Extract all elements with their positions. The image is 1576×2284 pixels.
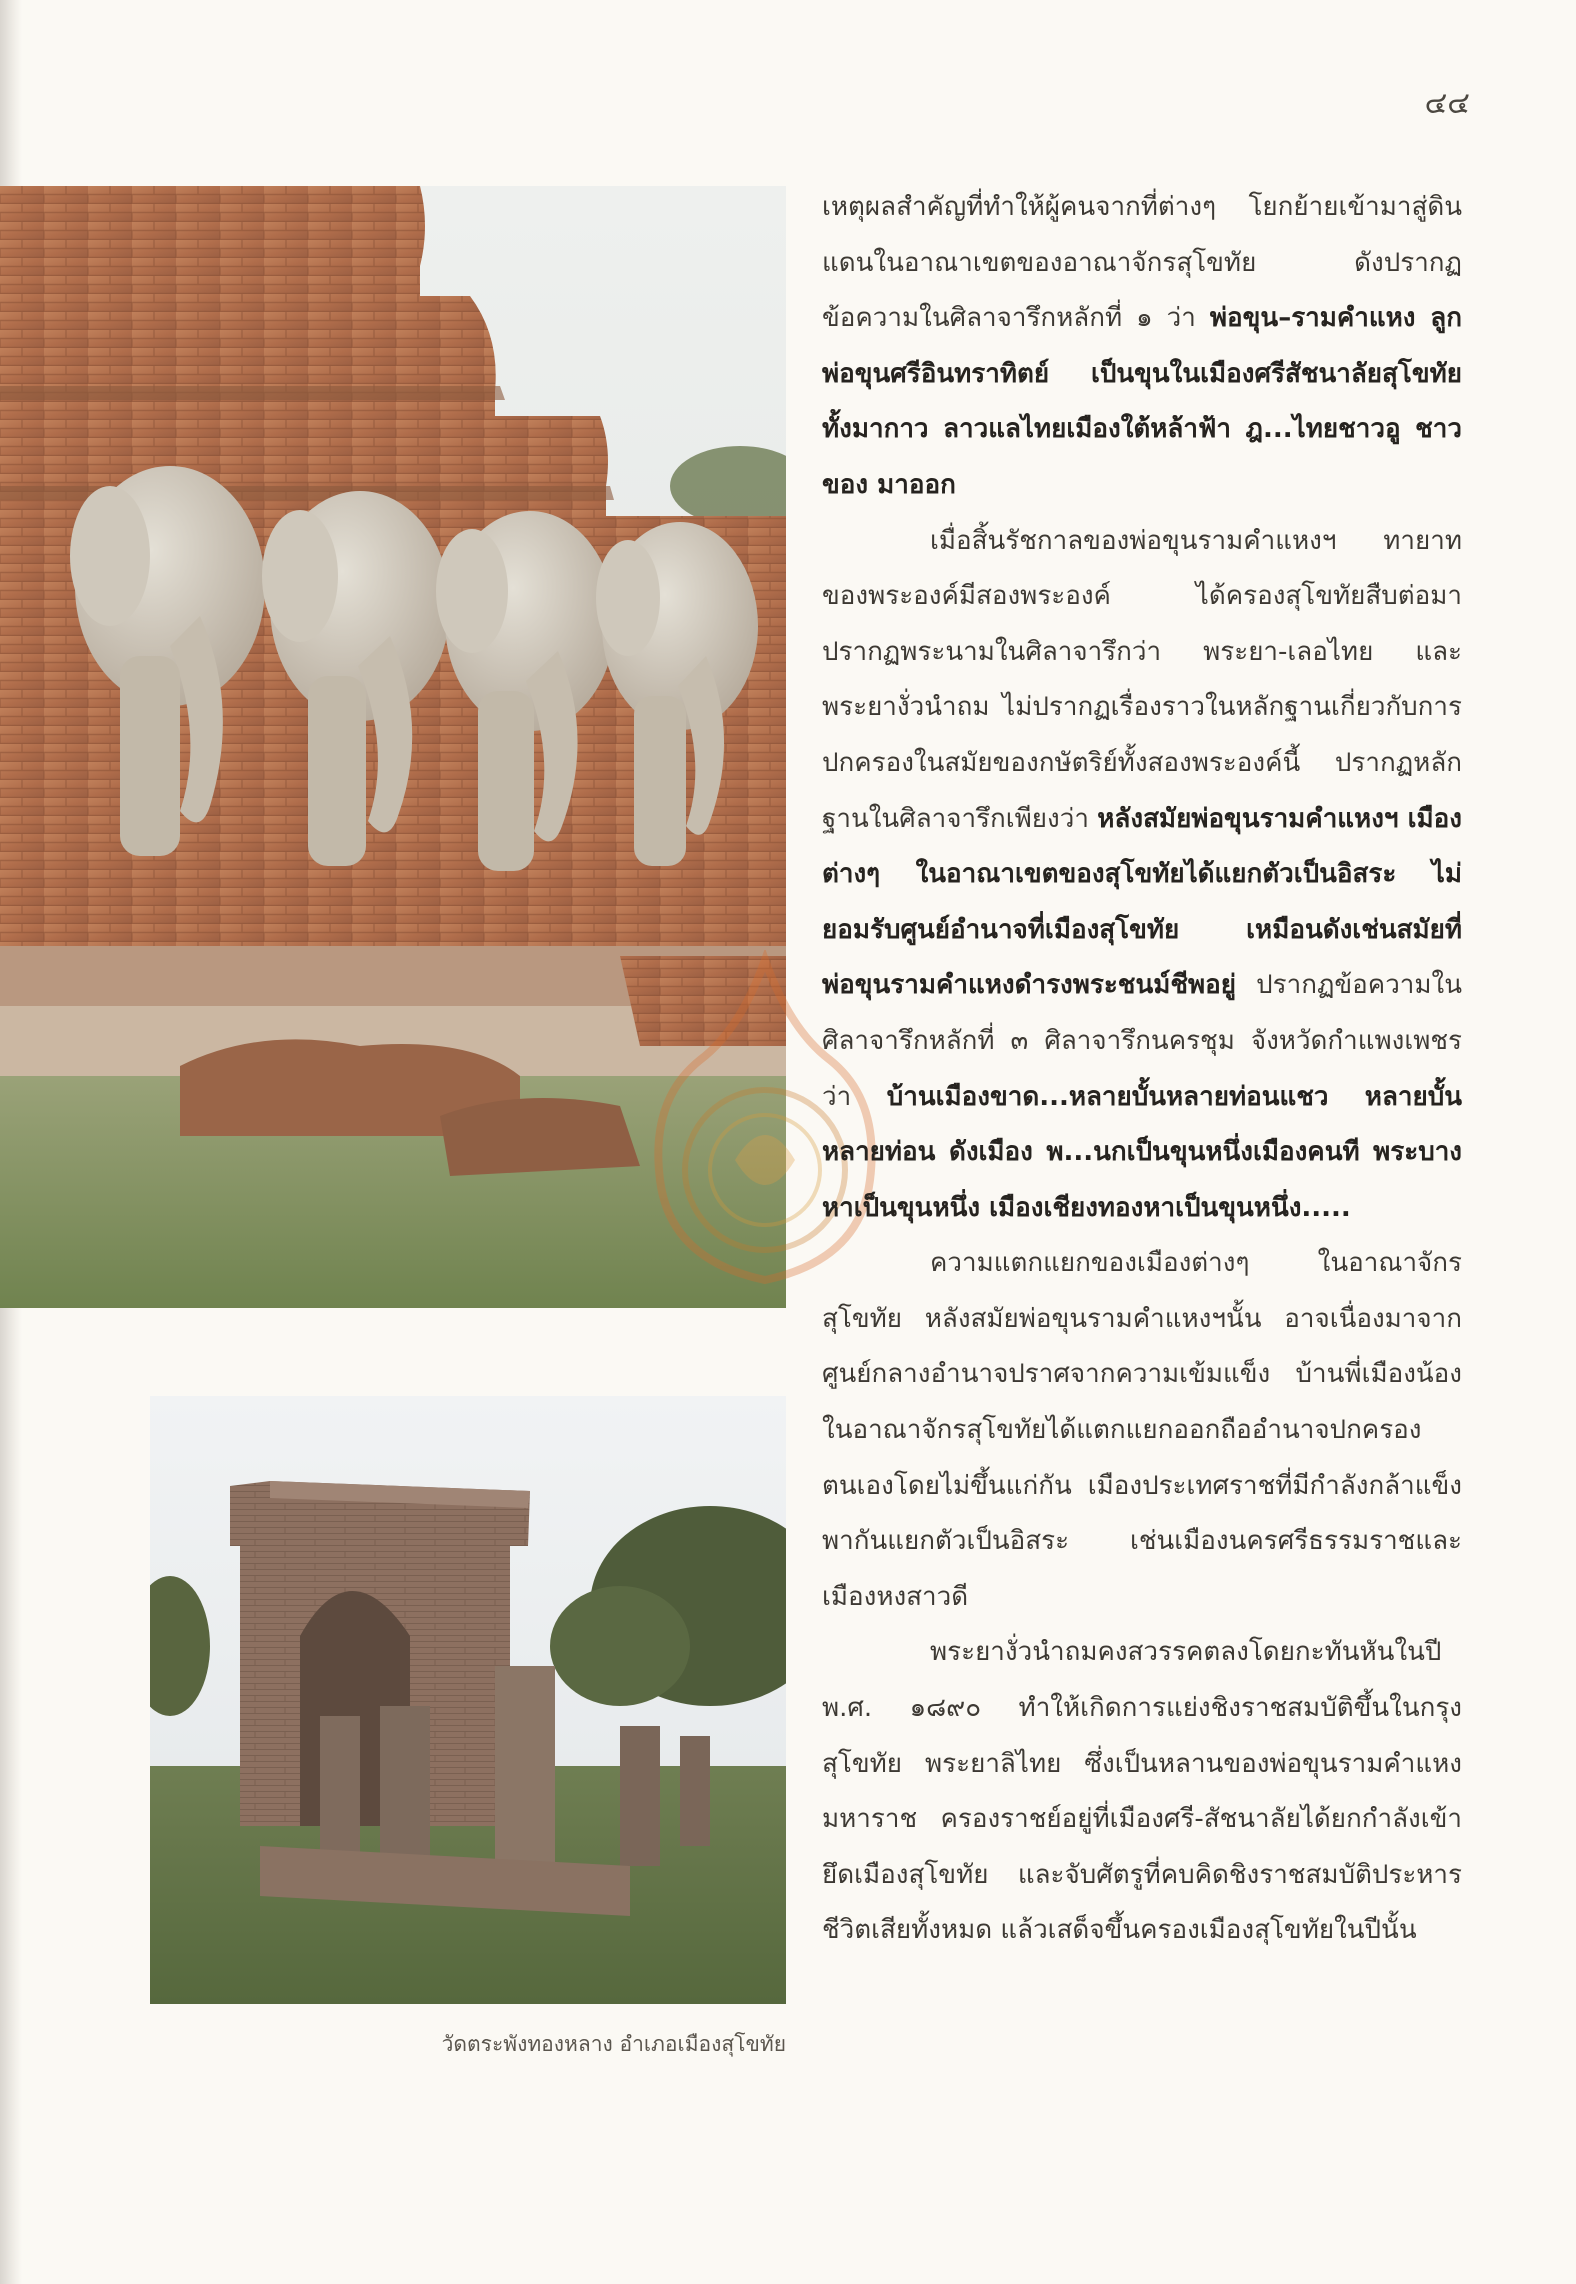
paragraph-3 bbox=[822, 1236, 1462, 1625]
elephant-chedi-photo bbox=[0, 186, 786, 1308]
paragraph-1-quote: พ่อขุน–รามคำแหง ลูกพ่อขุนศรีอินทราทิตย์ เป็นขุนในเมืองศรีสัชนาลัยสุโขทัย ทั้งมากาว ลาวแลไทยเมืองใต้หล้าฟ้า ฎ...ไทยชาวอู ชาวของ มาออก bbox=[822, 303, 1462, 500]
body-text-column bbox=[822, 180, 1462, 1959]
figure-caption: วัดตระพังทองหลาง อำเภอเมืองสุโขทัย bbox=[441, 2032, 786, 2056]
paragraph-4-text: พระยางั่วนำถมคงสวรรคตลงโดยกะทันหันในปี พ.ศ. ๑๘๙๐ ทำให้เกิดการแย่งชิงราชสมบัติขึ้นในกรุงสุโขทัย พระยาลิไทย ซึ่งเป็นหลานของพ่อขุนรามคำแหงมหาราช ครองราชย์อยู่ที่เมืองศรี-สัชนาลัยได้ยกกำลังเข้ายึดเมืองสุโขทัย และจับศัตรูที่คบคิดชิงราชสมบัติประหารชีวิตเสียทั้งหมด แล้วเสด็จขึ้นครองเมืองสุโขทัยในปีนั้น bbox=[822, 1637, 1462, 1946]
paragraph-1 bbox=[822, 180, 1462, 514]
paragraph-3-text: ความแตกแยกของเมืองต่างๆ ในอาณาจักรสุโขทัย หลังสมัยพ่อขุนรามคำแหงฯนั้น อาจเนื่องมาจากศูนย์กลางอำนาจปราศจากความเข้มแข็ง บ้านพี่เมืองน้องในอาณาจักรสุโขทัยได้แตกแยกออกถืออำนาจปกครองตนเองโดยไม่ขึ้นแก่กัน เมืองประเทศราชที่มีกำลังกล้าแข็ง พากันแยกตัวเป็นอิสระ เช่นเมืองนครศรีธรรมราชและเมืองหงสาวดี bbox=[822, 1248, 1462, 1612]
page-number: ๔๔ bbox=[1424, 86, 1470, 121]
paragraph-2-segment-1: เมื่อสิ้นรัชกาลของพ่อขุนรามคำแหงฯ ทายาทของพระองค์มีสองพระองค์ ได้ครองสุโขทัยสืบต่อมา ปรากฏพระนามในศิลาจารึกว่า พระยา-เลอไทย และพระยางั่วนำถม ไม่ปรากฏเรื่องราวในหลักฐานเกี่ยวกับการปกครองในสมัยของกษัตริย์ทั้งสองพระองค์นี้ ปรากฏหลักฐานในศิลาจารึกเพียงว่า bbox=[822, 525, 1462, 834]
paragraph-2-quote: บ้านเมืองขาด...หลายบั้นหลายท่อนแชว หลายบั้นหลายท่อน ดังเมือง พ...นกเป็นขุนหนึ่งเมืองคนที พระบาง หาเป็นขุนหนึ่ง เมืองเชียงทองหาเป็นขุนหนึ่ง..... bbox=[822, 1081, 1462, 1223]
paragraph-1-segment-1: เหตุผลสำคัญที่ทำให้ผู้คนจากที่ต่างๆ โยกย้ายเข้ามาสู่ดินแดนในอาณาเขตของอาณาจักรสุโขทัย ดังปรากฏข้อความในศิลาจารึกหลักที่ ๑ ว่า bbox=[822, 192, 1462, 334]
paragraph-2 bbox=[822, 514, 1462, 1237]
paragraph-4 bbox=[822, 1625, 1462, 1959]
ruined-gate-illustration bbox=[150, 1396, 786, 2004]
paragraph-2-segment-3: ปรากฏข้อความในศิลาจารึกหลักที่ ๓ ศิลาจารึกนครชุม จังหวัดกำแพงเพชร ว่า bbox=[822, 970, 1462, 1112]
paragraph-2-emphasis: หลังสมัยพ่อขุนรามคำแหงฯ เมืองต่างๆ ในอาณาเขตของสุโขทัยได้แยกตัวเป็นอิสระ ไม่ยอมรับศูนย์อำนาจที่เมืองสุโขทัย เหมือนดังเช่นสมัยที่พ่อขุนรามคำแหงดำรงพระชนม์ชีพอยู่ bbox=[822, 803, 1462, 1001]
elephant-chedi-illustration bbox=[0, 186, 786, 1308]
ruined-gate-photo bbox=[150, 1396, 786, 2004]
